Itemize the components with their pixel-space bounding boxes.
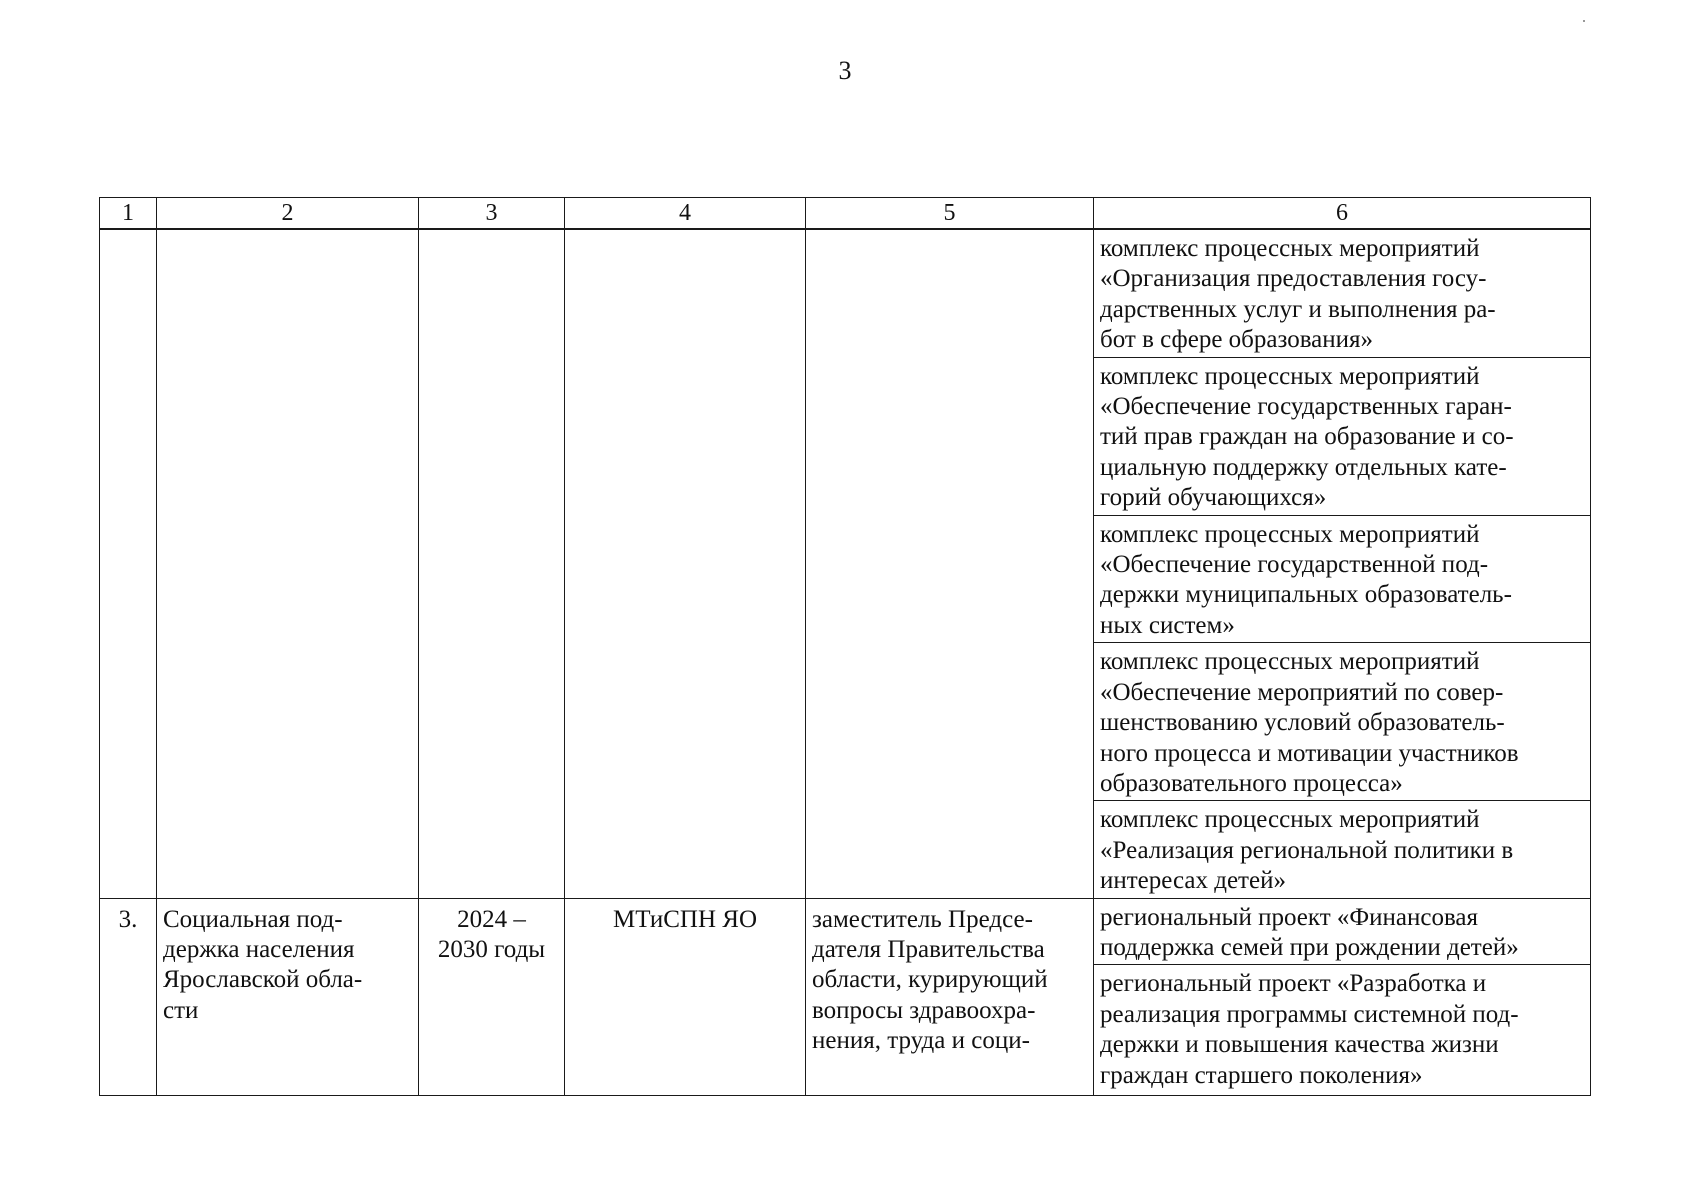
cell-line: бот в сфере образования» <box>1100 326 1374 354</box>
executor-cell: МТиСПН ЯО <box>565 898 806 1095</box>
cell-line: комплекс процессных мероприятий <box>1100 648 1480 676</box>
cell-line: «Реализация региональной политики в <box>1100 836 1514 864</box>
cell-line: шенствованию условий образователь- <box>1100 709 1505 737</box>
program-name-cell <box>157 898 419 1095</box>
years-cell <box>419 898 565 1095</box>
cell-line: горий обучающихся» <box>1100 484 1327 512</box>
cell-line: 2030 годы <box>437 935 546 963</box>
cell-line: Ярославской обла- <box>163 966 363 994</box>
table-cell-empty <box>100 229 157 898</box>
cell-line: «Обеспечение мероприятий по совер- <box>1100 678 1504 706</box>
row-number: 3. <box>100 898 157 1095</box>
header-cell: 2 <box>157 198 419 230</box>
cell-line: ных систем» <box>1100 611 1235 639</box>
cell-line: тий прав граждан на образование и со- <box>1100 423 1514 451</box>
cell-line: нения, труда и соци- <box>812 1027 1030 1055</box>
subprogram-cell <box>1094 643 1591 801</box>
header-cell: 1 <box>100 198 157 230</box>
cell-line: реализация программы системной под- <box>1100 1000 1519 1028</box>
table-cell-empty <box>419 229 565 898</box>
header-cell: 5 <box>806 198 1094 230</box>
project-cell <box>1094 898 1591 965</box>
table-cell-empty <box>157 229 419 898</box>
cell-line: «Обеспечение государственной под- <box>1100 551 1489 579</box>
cell-line: ного процесса и мотивации участников <box>1100 739 1519 767</box>
subprogram-cell <box>1094 357 1591 515</box>
cell-line: комплекс процессных мероприятий <box>1100 362 1480 390</box>
cell-line: держки и повышения качества жизни <box>1100 1031 1499 1059</box>
cell-line: образовательного процесса» <box>1100 769 1403 797</box>
cell-line: области, курирующий <box>812 966 1048 994</box>
cell-line: сти <box>163 996 199 1024</box>
cell-line: вопросы здравоохра- <box>812 996 1036 1024</box>
header-cell: 4 <box>565 198 806 230</box>
header-cell: 3 <box>419 198 565 230</box>
table-cell-empty <box>806 229 1094 898</box>
program-table <box>99 197 1591 1096</box>
table-header-row <box>100 198 1591 230</box>
cell-line: «Обеспечение государственных гаран- <box>1100 393 1512 421</box>
subprogram-cell <box>1094 229 1591 357</box>
cell-line: Социальная под- <box>163 905 343 933</box>
table-row <box>100 898 1591 965</box>
project-cell <box>1094 965 1591 1096</box>
cell-line: комплекс процессных мероприятий <box>1100 520 1480 548</box>
subprogram-cell <box>1094 801 1591 898</box>
cell-line: держки муниципальных образователь- <box>1100 581 1512 609</box>
cell-line: дателя Правительства <box>812 935 1045 963</box>
cell-line: региональный проект «Разработка и <box>1100 970 1487 998</box>
header-cell: 6 <box>1094 198 1591 230</box>
cell-line: интересах детей» <box>1100 867 1286 895</box>
cell-line: заместитель Предсе- <box>812 905 1033 933</box>
cell-line: циальную поддержку отдельных кате- <box>1100 453 1507 481</box>
curator-cell <box>806 898 1094 1095</box>
cell-line: региональный проект «Финансовая <box>1100 903 1479 931</box>
table-cell-empty <box>565 229 806 898</box>
cell-line: граждан старшего поколения» <box>1100 1061 1423 1089</box>
scan-speck <box>1583 20 1585 22</box>
cell-line: поддержка семей при рождении детей» <box>1100 933 1519 961</box>
subprogram-cell <box>1094 515 1591 643</box>
cell-line: дарственных услуг и выполнения ра- <box>1100 295 1496 323</box>
page-number: 3 <box>838 56 852 85</box>
cell-line: держка населения <box>163 935 355 963</box>
cell-line: 2024 – <box>457 905 526 933</box>
cell-line: комплекс процессных мероприятий <box>1100 235 1480 262</box>
cell-line: комплекс процессных мероприятий <box>1100 806 1480 834</box>
cell-line: «Организация предоставления госу- <box>1100 265 1487 293</box>
table-row <box>100 229 1591 357</box>
